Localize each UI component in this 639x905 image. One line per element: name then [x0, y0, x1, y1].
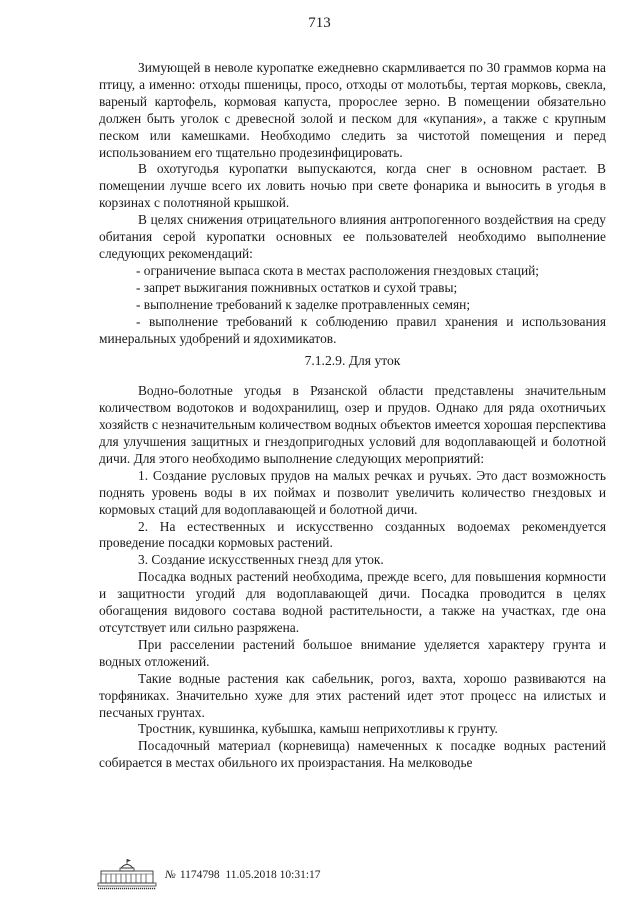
document-footer	[97, 858, 397, 890]
paragraph: Посадочный материал (корневища) намеченных к посадке водных растений собирается в местах обильного их произрастания. На мелководье	[99, 738, 606, 771]
paragraph: Водно-болотные угодья в Рязанской области представлены значительным количеством водотоков и водохранилищ, озер и прудов. Однако для ряда охотничьих хозяйств с незначительным количеством водных объектов имеется хорошая перспектива для улучшения защитных и гнездопригодных условий для водоплавающей и болотной дичи. Для этого необходимо выполнение следующих мероприятий:	[99, 383, 606, 466]
paragraph: 3. Создание искусственных гнезд для уток.	[138, 552, 384, 568]
numero-sign: №	[165, 869, 176, 881]
paragraph: - выполнение требований к заделке протравленных семян;	[136, 296, 471, 312]
document-stamp	[165, 869, 321, 881]
document-body	[99, 60, 606, 772]
paragraph: При расселении растений большое внимание уделяется характеру грунта и водных отложений.	[99, 636, 606, 669]
paragraph: Зимующей в неволе куропатке ежедневно скармливается по 30 граммов корма на птицу, а именно: отходы пшеницы, просо, отходы от молотьбы, тертая морковь, свекла, вареный картофель, кормовая капуста, пророслее зерно. В помещении обязательно должен быть уголок с древесной золой и песком для «купания», а также с крупным песком или камешками. Необходимо следить за чистотой помещения и перед использованием его тщательно продезинфицировать.	[99, 60, 606, 160]
paragraph: - выполнение требований к соблюдению правил хранения и использования минеральных удобрений и ядохимикатов.	[99, 313, 606, 346]
paragraph: 1. Создание русловых прудов на малых речках и ручьях. Это даст возможность поднять уровень воды в их поймах и позволит увеличить количество гнездовых и кормовых стаций для водоплавающей и болотной дичи.	[99, 467, 606, 517]
paragraph: В охотугодья куропатки выпускаются, когда снег в основном растает. В помещении лучше всего их ловить ночью при свете фонарика и выносить в угодья в корзинах с полотняной крышкой.	[99, 161, 606, 211]
paragraph: Посадка водных растений необходима, прежде всего, для повышения кормности и защитности угодий для водоплавающей дичи. Посадка проводится в целях обогащения видового состава водной растительности, а также на участках, где она отсутствует или сильно разряжена.	[99, 569, 606, 635]
paragraphs-bottom	[99, 383, 606, 772]
paragraph: 2. На естественных и искусственно созданных водоемах рекомендуется проведение посадки кормовых растений.	[99, 518, 606, 551]
paragraph: В целях снижения отрицательного влияния антропогенного воздействия на среду обитания серой куропатки основных ее пользователей необходимо выполнение следующих рекомендаций:	[99, 212, 606, 261]
paragraph: Такие водные растения как сабельник, рогоз, вахта, хорошо развиваются на торфяниках. Значительно хуже для этих растений идет этот процесс на илистых и песчаных грунтах.	[99, 670, 606, 720]
paragraphs-top	[99, 60, 606, 347]
paragraph: - ограничение выпаса скота в местах расположения гнездовых стаций;	[136, 262, 540, 278]
document-number: 1174798	[179, 869, 220, 881]
section-heading: 7.1.2.9. Для уток	[304, 353, 401, 369]
government-building-emblem-icon	[97, 858, 157, 890]
document-datetime: 11.05.2018 10:31:17	[225, 869, 321, 881]
page-number: 713	[308, 15, 331, 31]
paragraph: - запрет выжигания пожнивных остатков и сухой травы;	[136, 279, 458, 295]
paragraph: Тростник, кувшинка, кубышка, камыш неприхотливы к грунту.	[138, 721, 498, 737]
